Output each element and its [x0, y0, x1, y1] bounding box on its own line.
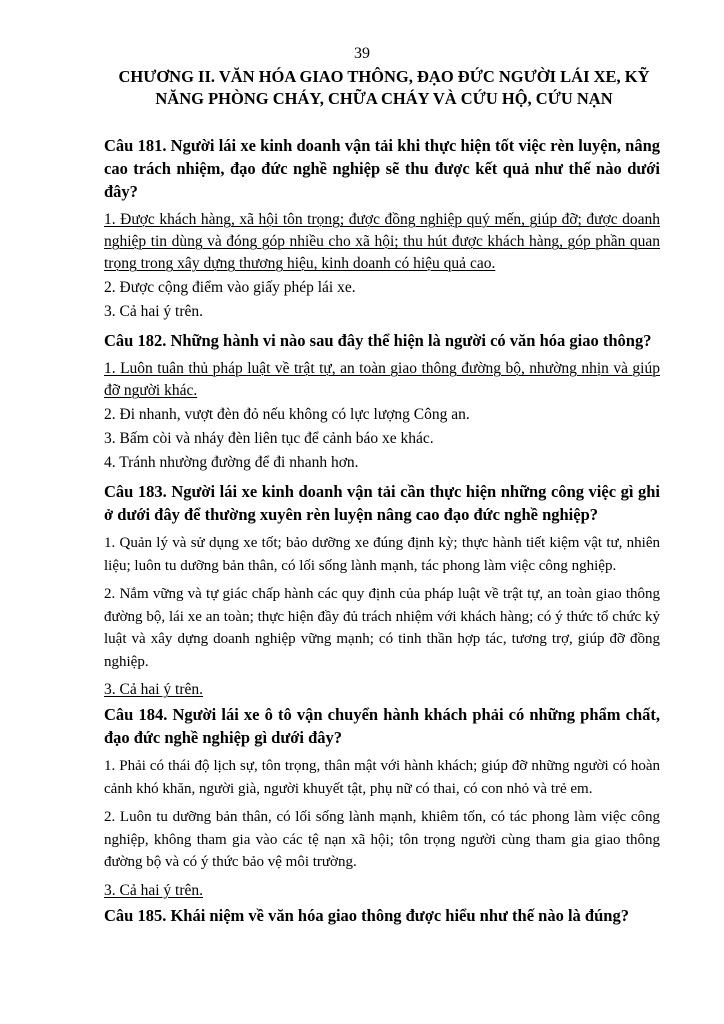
answer-182-1-correct: 1. Luôn tuân thủ pháp luật về trật tự, an toàn giao thông đường bộ, nhường nhịn và giúp đỡ người khác. [104, 360, 660, 399]
question-185: Câu 185. Khái niệm về văn hóa giao thông được hiểu như thế nào là đúng? [104, 905, 629, 925]
answer-181-1-correct: 1. Được khách hàng, xã hội tôn trọng; được đồng nghiệp quý mến, giúp đỡ; được doanh nghiệp tin dùng và đóng góp nhiều cho xã hội; thu hút được khách hàng, góp phần quan trọng trong xây dựng thương hiệu, kinh doanh có hiệu quả cao. [104, 211, 660, 272]
question-184: Câu 184. Người lái xe ô tô vận chuyển hành khách phải có những phẩm chất, đạo đức nghề nghiệp gì dưới đây? [104, 705, 660, 747]
answer-182-4: 4. Tránh nhường đường để đi nhanh hơn. [104, 454, 359, 471]
question-182: Câu 182. Những hành vi nào sau đây thể hiện là người có văn hóa giao thông? [104, 331, 652, 350]
chapter-title [96, 66, 672, 110]
page-number: 39 [354, 45, 370, 62]
answer-184-1: 1. Phải có thái độ lịch sự, tôn trọng, thân mật với hành khách; giúp đỡ những người có hoàn cảnh khó khăn, người già, người khuyết tật, phụ nữ có thai, có con nhỏ và trẻ em. [104, 758, 660, 797]
chapter-title-line-1: CHƯƠNG II. VĂN HÓA GIAO THÔNG, ĐẠO ĐỨC NGƯỜI LÁI XE, KỸ [118, 67, 650, 86]
answer-183-2: 2. Nắm vững và tự giác chấp hành các quy định của pháp luật về trật tự, an toàn giao thông đường bộ, lái xe an toàn; thực hiện đầy đủ trách nhiệm với khách hàng; có ý thức tổ chức kỷ luật và xây dựng doanh nghiệp vững mạnh; có tinh thần hợp tác, tương trợ, giúp đỡ đồng nghiệp. [104, 586, 660, 670]
answer-184-3-correct: 3. Cả hai ý trên. [104, 881, 204, 899]
answer-183-1: 1. Quản lý và sử dụng xe tốt; bảo dưỡng xe đúng định kỳ; thực hành tiết kiệm vật tư, nhiên liệu; luôn tu dưỡng bản thân, có lối sống lành mạnh, tác phong làm việc công nghiệp. [104, 535, 660, 574]
answer-181-2: 2. Được cộng điểm vào giấy phép lái xe. [104, 279, 356, 296]
answer-181-3: 3. Cả hai ý trên. [104, 303, 204, 320]
chapter-title-line-2: NĂNG PHÒNG CHÁY, CHỮA CHÁY VÀ CỨU HỘ, CỨU NẠN [155, 89, 613, 108]
answer-182-3: 3. Bấm còi và nháy đèn liên tục để cảnh báo xe khác. [104, 430, 434, 447]
question-183: Câu 183. Người lái xe kinh doanh vận tải cần thực hiện những công việc gì ghi ở dưới đây để thường xuyên rèn luyện nâng cao đạo đức nghề nghiệp? [104, 482, 660, 524]
answer-183-3-correct: 3. Cả hai ý trên. [104, 681, 204, 698]
answer-184-2: 2. Luôn tu dưỡng bản thân, có lối sống lành mạnh, khiêm tốn, có tác phong làm việc công nghiệp, không tham gia vào các tệ nạn xã hội; tôn trọng người cùng tham gia giao thông đường bộ và có ý thức bảo vệ môi trường. [104, 809, 660, 870]
question-181: Câu 181. Người lái xe kinh doanh vận tải khi thực hiện tốt việc rèn luyện, nâng cao trách nhiệm, đạo đức nghề nghiệp sẽ thu được kết quả như thế nào dưới đây? [104, 136, 660, 201]
answer-182-2: 2. Đi nhanh, vượt đèn đỏ nếu không có lực lượng Công an. [104, 406, 470, 423]
